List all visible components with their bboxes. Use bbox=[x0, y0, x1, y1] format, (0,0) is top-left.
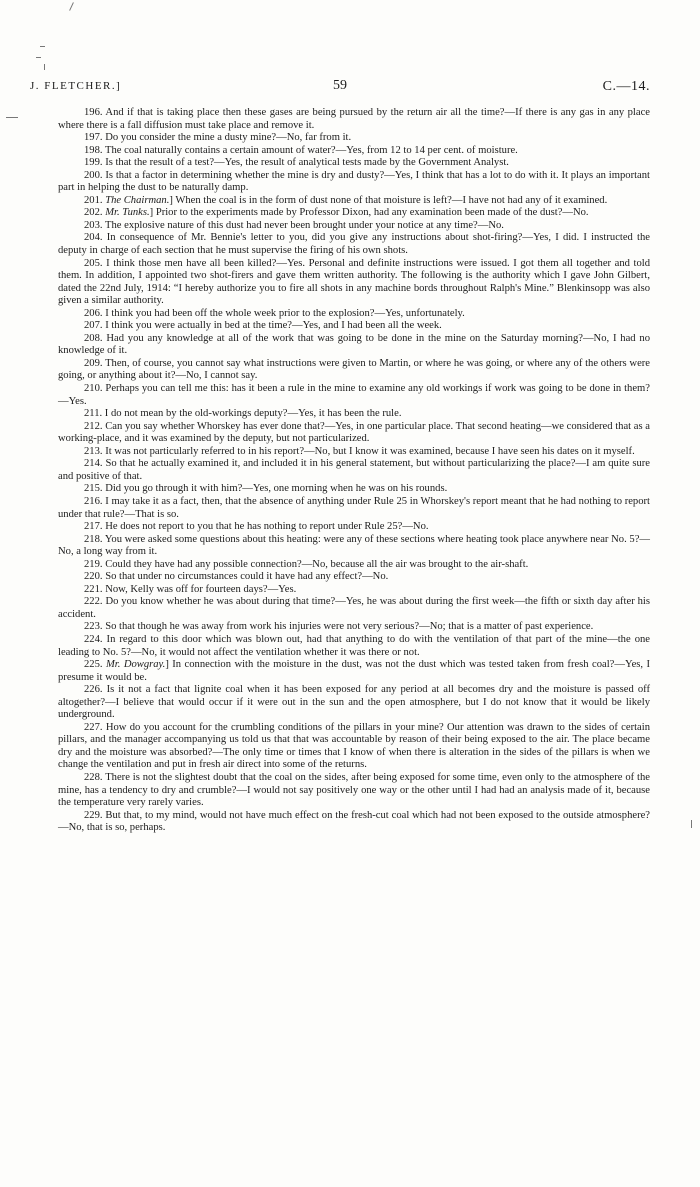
testimony-paragraph: 215. Did you go through it with him?—Yes, one morning when he was on his rounds. bbox=[84, 483, 448, 495]
testimony-paragraph: 207. I think you were actually in bed at the time?—Yes, and I had been all the week. bbox=[84, 320, 442, 332]
testimony-body bbox=[58, 107, 650, 835]
margin-mark-left-4 bbox=[6, 117, 18, 118]
testimony-paragraph: 222. Do you know whether he was about during that time?—Yes, he was about during the first week—the fifth or sixth day after his accident. bbox=[58, 596, 650, 620]
margin-mark-top bbox=[69, 2, 74, 11]
header-witness-name: J. FLETCHER.] bbox=[30, 80, 122, 92]
testimony-paragraph bbox=[58, 195, 650, 208]
testimony-paragraph: 220. So that under no circumstances could it have had any effect?—No. bbox=[84, 571, 389, 583]
testimony-paragraph: 210. Perhaps you can tell me this: has it been a rule in the mine to examine any old workings if work was going to be done in them?—Yes. bbox=[58, 383, 650, 407]
margin-mark-right bbox=[691, 820, 692, 828]
testimony-paragraph: 218. You were asked some questions about this heating: were any of these sections where heating took place anywhere near No. 5?—No, a long way from it. bbox=[58, 533, 650, 558]
testimony-paragraph: 206. I think you had been off the whole week prior to the explosion?—Yes, unfortunately. bbox=[84, 307, 465, 319]
question-number: 202. bbox=[84, 207, 106, 219]
speaker-name: Mr. Dowgray. bbox=[105, 659, 166, 671]
testimony-paragraph: 223. So that though he was away from work his injuries were not very serious?—No; that is a matter of past experience. bbox=[84, 621, 594, 633]
testimony-paragraph: 217. He does not report to you that he has nothing to report under Rule 25?—No. bbox=[84, 521, 429, 533]
speaker-name: The Chairman. bbox=[105, 194, 170, 206]
testimony-paragraph: 208. Had you any knowledge at all of the work that was going to be done in the mine on the Saturday morning?—No, I had no knowledge of it. bbox=[58, 332, 650, 357]
testimony-paragraph: 205. I think those men have all been killed?—Yes. Personal and definite instructions were issued. I got them all together and told them. In addition, I appointed two shot-firers and gave them written authority. The following is the authority which I gave John Gilbert, dated the 22nd July, 1914: “I hereby authorize you to fire all shots in any machine bords throughout Ralph's Mine.” Blenkinsopp was also given a similar authority. bbox=[58, 257, 650, 307]
testimony-paragraph: 211. I do not mean by the old-workings deputy?—Yes, it has been the rule. bbox=[84, 408, 402, 420]
testimony-paragraph: 216. I may take it as a fact, then, that the absence of anything under Rule 25 in Whorskey's report meant that he had nothing to report under that rule?—That is so. bbox=[58, 495, 650, 520]
page-header bbox=[30, 80, 650, 100]
testimony-paragraph: 226. Is it not a fact that lignite coal when it has been exposed for any period at all becomes dry and the moisture is passed off altogether?—I believe that would occur if it were out in the sun and the open atmosphere, but I do not know that it would be likely underground. bbox=[58, 684, 650, 721]
testimony-paragraph: 196. And if that is taking place then these gases are being pursued by the return air all the time?—If there is any gas in any place where there is a fall diffusion must take place and remove it. bbox=[58, 107, 650, 131]
testimony-paragraph: 219. Could they have had any possible connection?—No, because all the air was brought to the air-shaft. bbox=[84, 558, 529, 570]
margin-mark-left-3 bbox=[44, 64, 45, 70]
document-reference: C.—14. bbox=[602, 79, 650, 94]
question-number: 201. bbox=[84, 194, 106, 206]
question-number: 225. bbox=[84, 659, 106, 671]
testimony-paragraph: 228. There is not the slightest doubt that the coal on the sides, after being exposed for some time, even only to the atmosphere of the mine, has a tendency to dry and crumble?—I would not say positively one way or the other until I had had an analysis made of it, because the temperature very rarely varies. bbox=[58, 771, 650, 809]
testimony-paragraph: 229. But that, to my mind, would not have much effect on the fresh-cut coal which had not been exposed to the outside atmosphere?—No, that is so, perhaps. bbox=[58, 809, 650, 834]
paragraph-text: ] When the coal is in the form of dust none of that moisture is left?—I have not had any of it examined. bbox=[169, 194, 608, 206]
testimony-paragraph: 198. The coal naturally contains a certain amount of water?—Yes, from 12 to 14 per cent. of moisture. bbox=[84, 144, 518, 156]
paragraph-text: ] In connection with the moisture in the dust, was not the dust which was tested taken from fresh coal?—Yes, I presume it would be. bbox=[58, 659, 650, 683]
page-number: 59 bbox=[333, 78, 347, 93]
margin-mark-left-2 bbox=[36, 57, 41, 58]
testimony-paragraph: 214. So that he actually examined it, and included it in his general statement, but without particularizing the place?—I am quite sure and positive of that. bbox=[58, 458, 650, 482]
testimony-paragraph: 227. How do you account for the crumbling conditions of the pillars in your mine? Our attention was drawn to the sides of certain pillars, and the manager accompanying us told us that that was accountable by reason of their being exposed to the air. The place became dry and the moisture was absorbed?—The only time or times that I know of when there is alteration in the sides of the pillars is when we change the ventilation and put in fresh air direct into some of the returns. bbox=[58, 721, 650, 771]
testimony-paragraph: 213. It was not particularly referred to in his report?—No, but I know it was examined, because I have seen his dates on it myself. bbox=[84, 445, 635, 457]
testimony-paragraph: 212. Can you say whether Whorskey has ever done that?—Yes, in one particular place. That second heating—we considered that as a working-place, and it was examined by the deputy, but not particularized. bbox=[58, 420, 650, 445]
paragraph-text: ] Prior to the experiments made by Professor Dixon, had any examination been made of the dust?—No. bbox=[149, 207, 589, 219]
testimony-paragraph: 204. In consequence of Mr. Bennie's letter to you, did you give any instructions about shot-firing?—Yes, I did. I instructed the deputy in charge of each section that he must supervise the firing of his own shots. bbox=[58, 232, 650, 257]
testimony-paragraph bbox=[58, 207, 650, 220]
testimony-paragraph: 224. In regard to this door which was blown out, had that anything to do with the ventilation of that part of the mine—the one leading to No. 5?—No, it would not affect the ventilation whether it was there or not. bbox=[58, 633, 650, 658]
margin-mark-left-1 bbox=[40, 46, 45, 47]
testimony-paragraph: 197. Do you consider the mine a dusty mine?—No, far from it. bbox=[84, 132, 352, 144]
testimony-paragraph: 200. Is that a factor in determining whether the mine is dry and dusty?—Yes, I think that has a lot to do with it. It plays an important part in helping the dust to be naturally damp. bbox=[58, 169, 650, 194]
speaker-name: Mr. Tunks. bbox=[105, 207, 150, 219]
testimony-paragraph: 221. Now, Kelly was off for fourteen days?—Yes. bbox=[84, 583, 297, 595]
testimony-paragraph: 203. The explosive nature of this dust had never been brought under your notice at any time?—No. bbox=[84, 219, 504, 231]
testimony-paragraph bbox=[58, 659, 650, 684]
testimony-paragraph: 199. Is that the result of a test?—Yes, the result of analytical tests made by the Government Analyst. bbox=[84, 157, 509, 169]
testimony-paragraph: 209. Then, of course, you cannot say what instructions were given to Martin, or where he was going, or where any of the others were going, or anything about it?—No, I cannot say. bbox=[58, 357, 650, 382]
